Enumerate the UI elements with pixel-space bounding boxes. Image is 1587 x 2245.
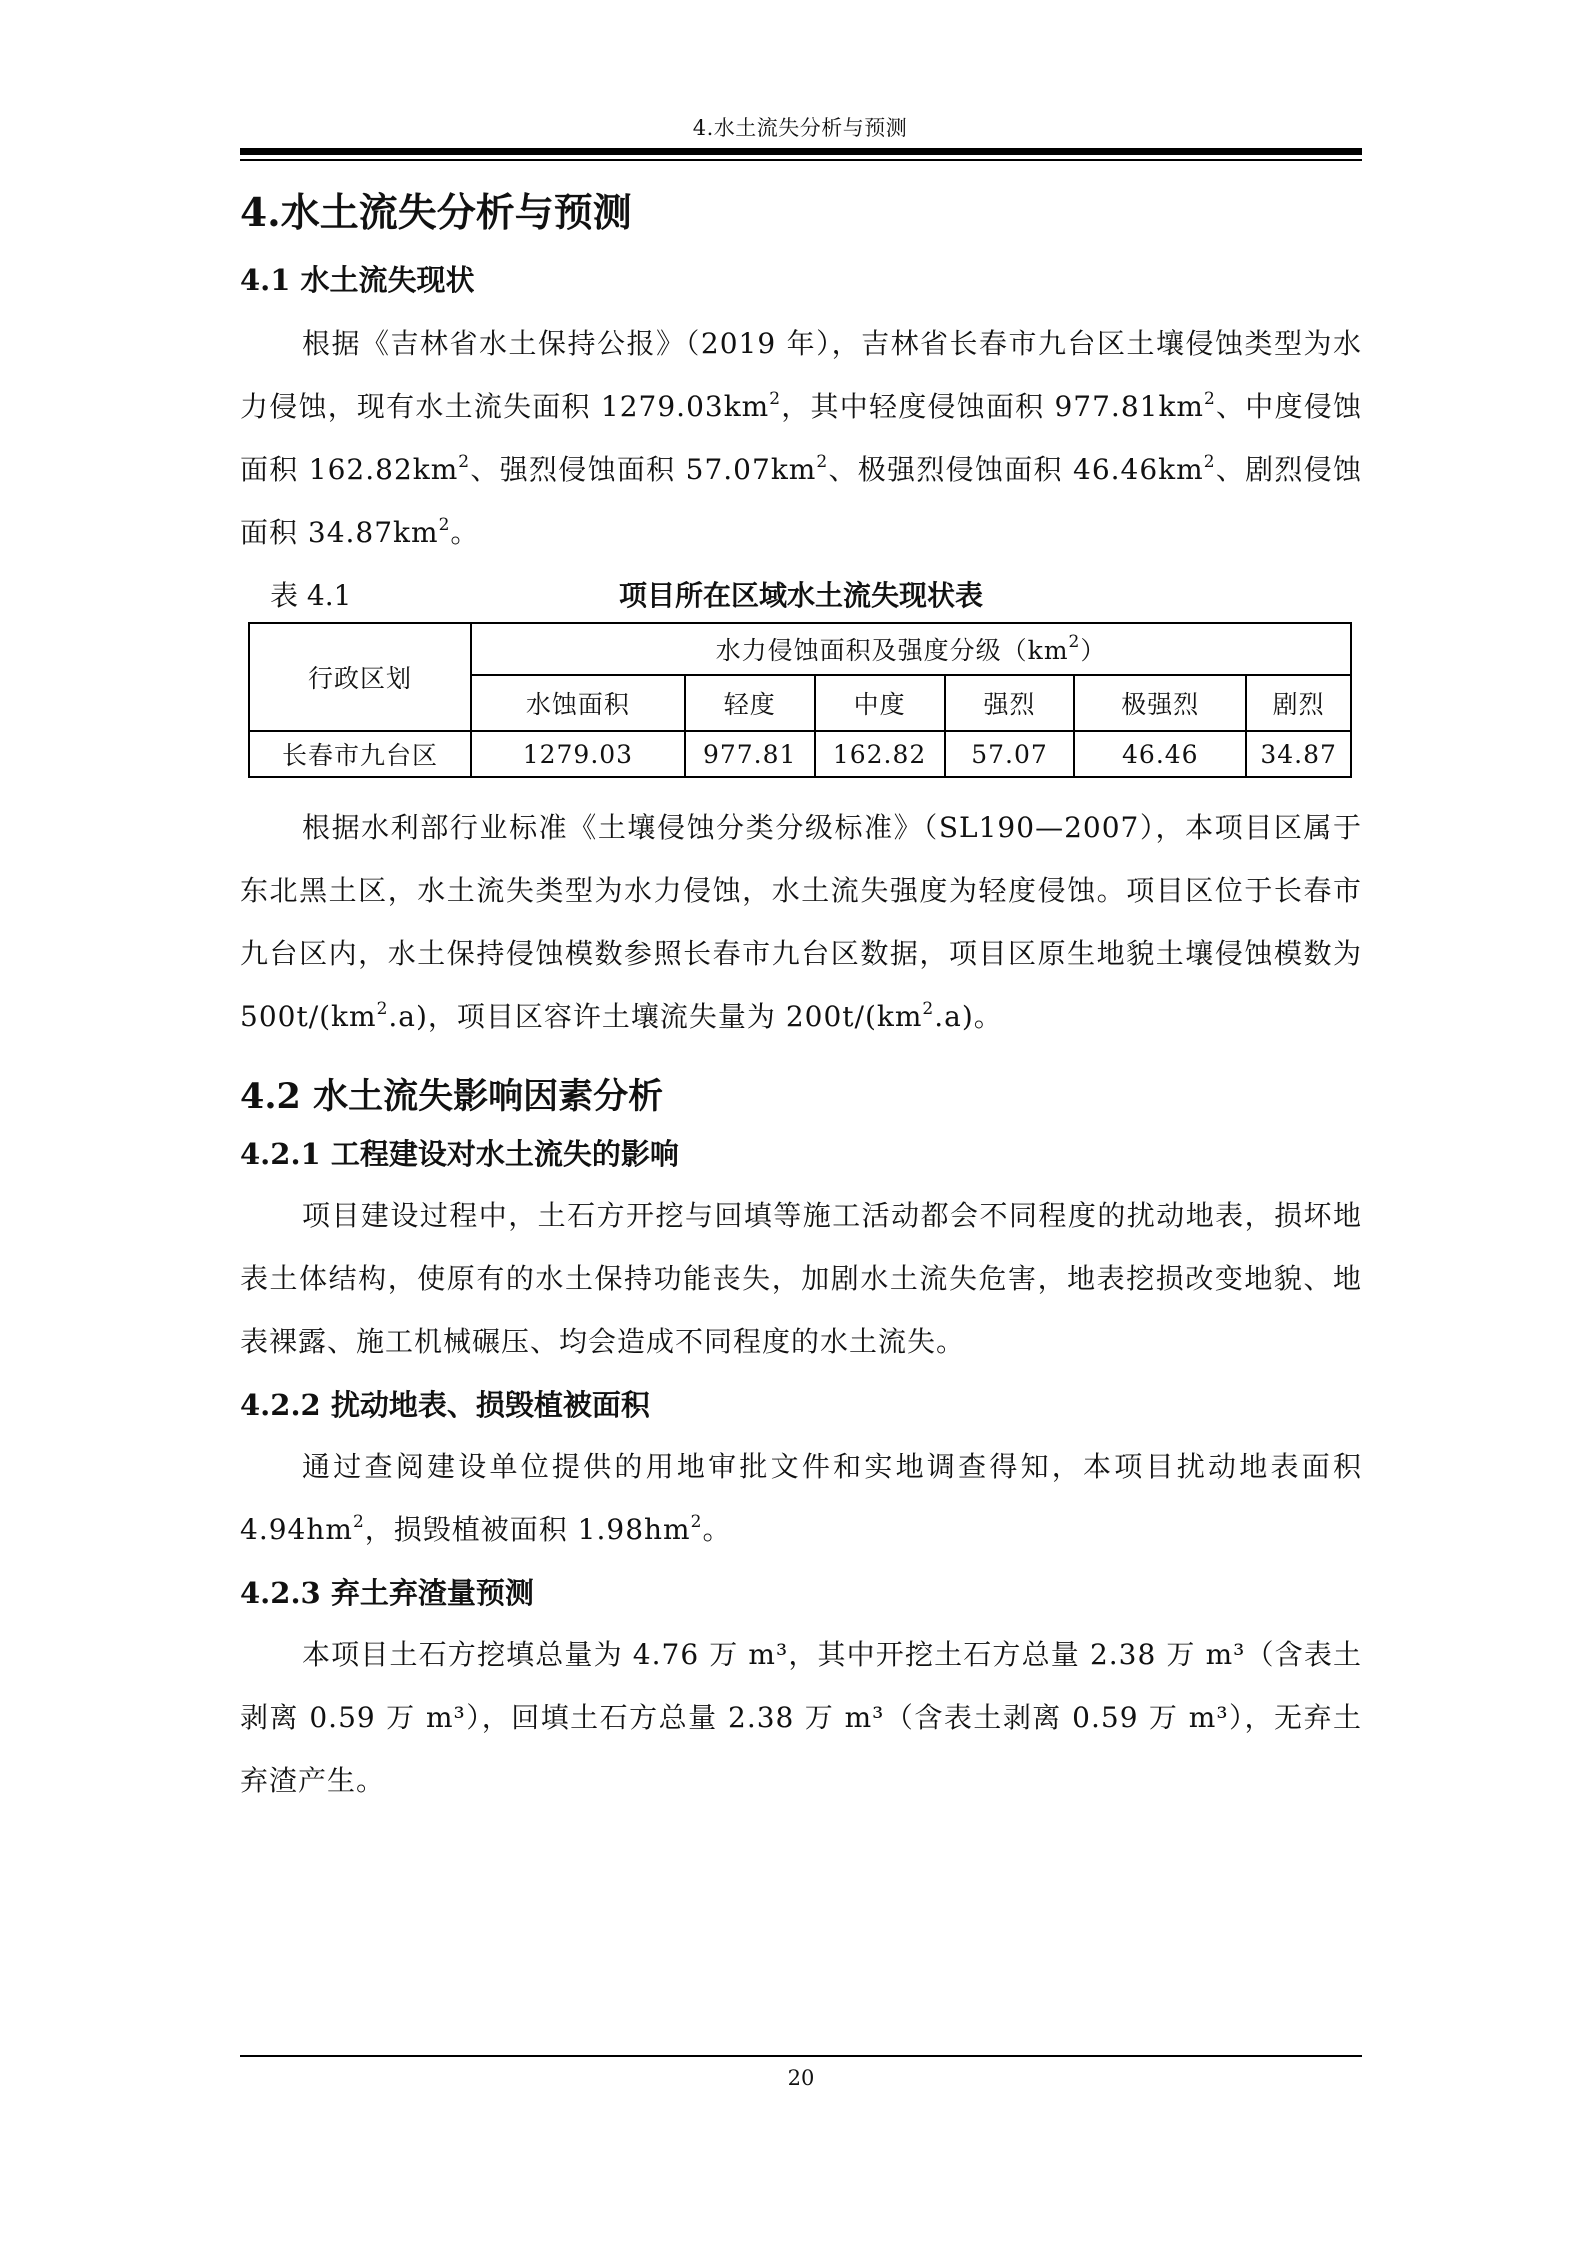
footer-rule: [240, 2055, 1362, 2057]
text-run: 、剧烈侵蚀面积 34.87km: [240, 453, 1363, 549]
header-cell: 强烈: [945, 675, 1075, 731]
page-number: 20: [787, 2066, 815, 2090]
text-run: 、强烈侵蚀面积 57.07km: [470, 453, 817, 486]
superscript: 2: [690, 1512, 703, 1532]
paragraph-construction-impact: 项目建设过程中，土石方开挖与回填等施工活动都会不同程度的扰动地表，损坏地表土体结构，使原有的水土保持功能丧失，加剧水土流失危害，地表挖损改变地貌、地表裸露、施工机械碾压、均会造成不同程度的水土流失。: [240, 1199, 1362, 1358]
superscript: 2: [458, 452, 471, 472]
header-cell-group: [471, 623, 1351, 675]
text-run: .a)，项目区容许土壤流失量为 200t/(km: [388, 1000, 923, 1033]
page-content: [240, 186, 1362, 1822]
text-run: 、极强烈侵蚀面积 46.46km: [828, 453, 1204, 486]
superscript: 2: [922, 999, 935, 1019]
superscript: 2: [1203, 389, 1216, 409]
text-run: ，其中轻度侵蚀面积 977.81km: [781, 390, 1204, 423]
table-row: [249, 731, 1351, 777]
paragraph-disturbed-area: [240, 1435, 1362, 1561]
text-run: 根据《吉林省水土保持公报》（2019 年），吉林省长春市九台区土壤侵蚀类型为水力侵蚀，现有水土流失面积 1279.03km: [240, 327, 1362, 423]
table-header-row: [249, 623, 1351, 675]
header-cell-region: 行政区划: [249, 623, 471, 731]
text-run: 。: [702, 1513, 732, 1546]
section-4-2-3-title: 4.2.3 弃土弃渣量预测: [240, 1576, 534, 1610]
header-cell: 轻度: [685, 675, 815, 731]
paragraph-erosion-standard: [240, 796, 1362, 1048]
superscript: 2: [769, 389, 782, 409]
text-run: 根据水利部行业标准《土壤侵蚀分类分级标准》（SL190—2007），本项目区属于东北黑土区，水土流失类型为水力侵蚀，水土流失强度为轻度侵蚀。项目区位于长春市九台区内，水土保持侵蚀模数参照长春市九台区数据，项目区原生地貌土壤侵蚀模数为 500t/(km: [240, 811, 1362, 1033]
table-title: 项目所在区域水土流失现状表: [618, 579, 983, 612]
text-run: ）: [1080, 636, 1107, 665]
table-cell: 34.87: [1246, 731, 1351, 777]
header-rule-thin: [240, 159, 1362, 161]
chapter-title: 4.水土流失分析与预测: [240, 190, 632, 236]
superscript: 2: [1203, 452, 1216, 472]
header-cell: 极强烈: [1074, 675, 1246, 731]
superscript: 2: [376, 999, 389, 1019]
paragraph-spoil-forecast: 本项目土石方挖填总量为 4.76 万 m³，其中开挖土石方总量 2.38 万 m³（含表土剥离 0.59 万 m³），回填土石方总量 2.38 万 m³（含表土剥离 0.59 万 m³），无弃土弃渣产生。: [240, 1638, 1362, 1797]
text-run: 通过查阅建设单位提供的用地审批文件和实地调查得知，本项目扰动地表面积 4.94hm: [240, 1450, 1362, 1546]
header-cell: 水蚀面积: [471, 675, 685, 731]
text-run: .a)。: [934, 1000, 1003, 1033]
table-caption: [240, 574, 1362, 616]
erosion-status-table: [248, 622, 1352, 778]
table-cell: 977.81: [685, 731, 815, 777]
header-cell: 剧烈: [1246, 675, 1351, 731]
table-cell: 57.07: [945, 731, 1075, 777]
header-cell: 中度: [815, 675, 945, 731]
table-number: 表 4.1: [270, 579, 352, 612]
text-run: 。: [450, 516, 480, 549]
superscript: 2: [352, 1512, 365, 1532]
superscript: 2: [1068, 632, 1081, 652]
superscript: 2: [438, 515, 451, 535]
table-cell-region: 长春市九台区: [249, 731, 471, 777]
table-cell: 162.82: [815, 731, 945, 777]
section-4-2-2-title: 4.2.2 扰动地表、损毁植被面积: [240, 1388, 650, 1422]
section-4-2-1-title: 4.2.1 工程建设对水土流失的影响: [240, 1137, 679, 1171]
text-run: 、中度侵蚀面积 162.82km: [240, 390, 1362, 486]
paragraph-erosion-status: [240, 312, 1362, 564]
table-cell: 1279.03: [471, 731, 685, 777]
superscript: 2: [816, 452, 829, 472]
header-rule-thick: [240, 148, 1362, 155]
section-4-2-title: 4.2 水土流失影响因素分析: [240, 1076, 664, 1117]
text-run: 水力侵蚀面积及强度分级（km: [715, 636, 1069, 665]
running-header: 4.水土流失分析与预测: [692, 116, 908, 140]
text-run: ，损毁植被面积 1.98hm: [364, 1513, 691, 1546]
section-4-1-title: 4.1 水土流失现状: [240, 263, 475, 297]
table-cell: 46.46: [1074, 731, 1246, 777]
